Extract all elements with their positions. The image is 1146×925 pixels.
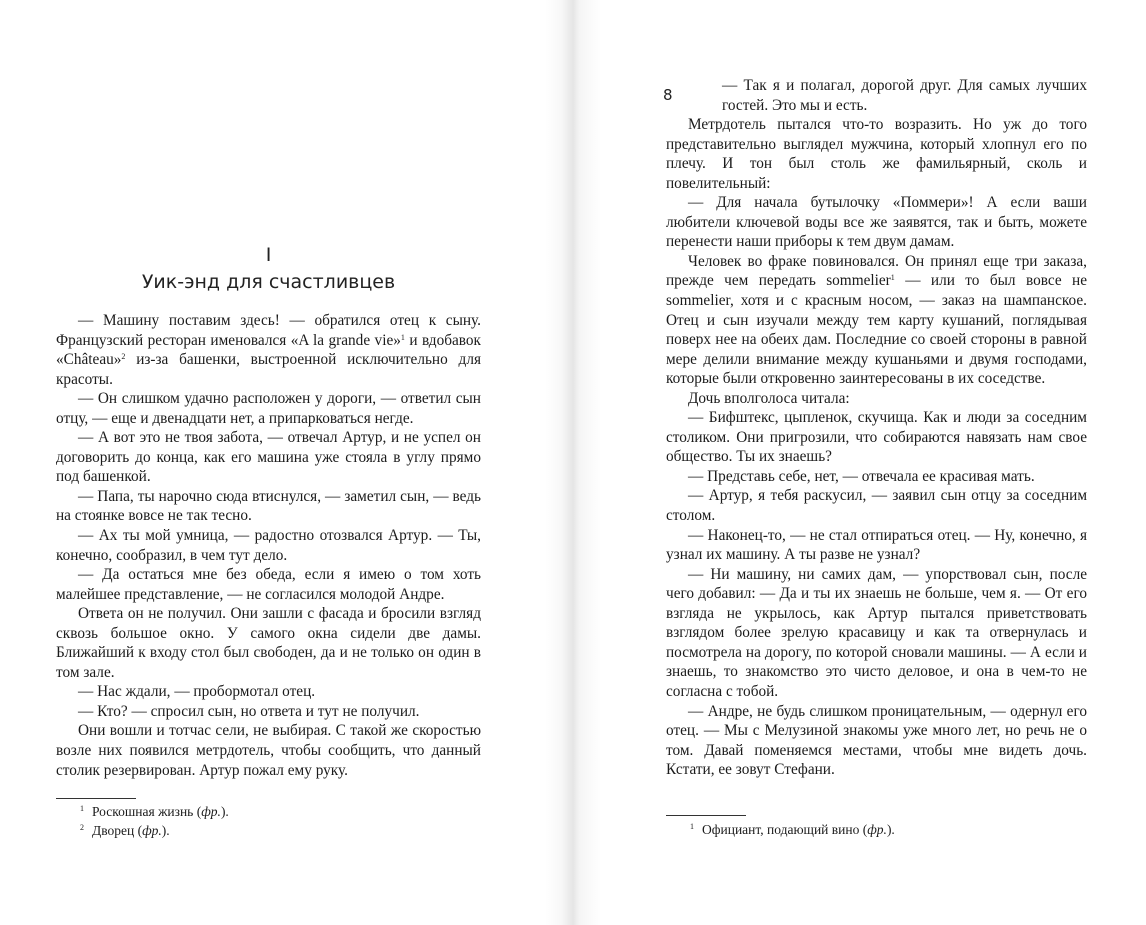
paragraph: [666, 526, 1087, 565]
right-footnotes: [690, 821, 895, 840]
footnote: [80, 803, 229, 822]
left-footnotes: [80, 803, 229, 840]
paragraph-text: — Нас ждали, — пробормотал отец.: [78, 683, 316, 701]
footnote-text: Официант, подающий вино (: [702, 822, 868, 837]
paragraph: [56, 721, 481, 780]
footnote-text: Роскошная жизнь (: [92, 804, 202, 819]
paragraph: [666, 467, 1087, 487]
paragraph: [56, 565, 481, 604]
chapter-title: Уик-энд для счастливцев: [141, 271, 396, 293]
paragraph-text: — А вот это не твоя забота, — отвечал Артур, и не успел он договорить до конца, как его машина уже стояла в углу прямо под башенкой.: [56, 429, 481, 486]
footnote-rule: [56, 798, 136, 799]
paragraph-text: — Машину поставим здесь! — обратился отец к сыну. Французский ресторан именовался «A la grande vie»: [56, 312, 481, 349]
paragraph-text: — Да остаться мне без обеда, если я имею о том хоть малейшее представление, — не согласился молодой Андре.: [56, 566, 481, 603]
page-number: 8: [663, 86, 673, 104]
footnote-number: 1: [80, 804, 84, 813]
left-page-text: [56, 311, 481, 780]
paragraph-text: — Так я и полагал, дорогой друг. Для самых лучших гостей. Это мы и есть.: [722, 77, 1087, 114]
paragraph-text: — Кто? — спросил сын, но ответа и тут не получил.: [78, 702, 420, 720]
paragraph: [666, 76, 1087, 115]
paragraph: [56, 311, 481, 389]
paragraph-text: — или то был вовсе не sommelier, хотя и с красным носом, — заказ на шампанское. Отец и сын изучали между тем карту кушаний, поглядывая поверх нее на обеих дам. Последние со своей стороны в равной мере делили внимание между кушаньями и двумя господами, которые были откровенно заинтересованы в их соседстве.: [666, 272, 1087, 388]
paragraph: [666, 389, 1087, 409]
footnote-end: ).: [161, 822, 170, 838]
paragraph-text: Человек во фраке повиновался. Он принял еще три заказа, прежде чем передать sommelier: [666, 252, 1087, 290]
paragraph-text: Дочь вполголоса читала:: [688, 389, 850, 407]
paragraph-text: — Ни машину, ни самих дам, — упорствовал сын, после чего добавил: — Да и ты их знаешь не больше, чем я. — От его взгляда не укрылось, как Артур пытался приветствовать взглядом более зрелую красавицу и как та отвернулась и посмотрела на дорогу, по которой сновали машины. — А если и знаешь, то знакомство это чисто деловое, и она в чем-то не согласна с тобой.: [666, 565, 1087, 700]
paragraph-text: — Бифштекс, цыпленок, скучища. Как и люди за соседним столиком. Они пригрозили, что собираются навязать нам свое общество. Ты их знаешь?: [666, 409, 1087, 466]
chapter-number: I: [265, 244, 272, 266]
footnote-marker: 1: [890, 273, 895, 283]
footnote-marker: 2: [121, 352, 126, 362]
paragraph: [56, 389, 481, 428]
paragraph: [56, 682, 481, 702]
paragraph-text: — Представь себе, нет, — отвечала ее красивая мать.: [688, 467, 1035, 485]
paragraph-text: Ответа он не получил. Они зашли с фасада и бросили взгляд сквозь большое окно. У самого окна сидели две дамы. Ближайший к входу стол был свободен, да и не только он один в том зале.: [56, 605, 481, 681]
paragraph-text: — Он слишком удачно расположен у дороги, — ответил сын отцу, — еще и двенадцати нет, а припарковаться негде.: [56, 390, 481, 427]
footnote: [80, 822, 229, 841]
footnote-number: 1: [690, 822, 694, 831]
paragraph: [666, 486, 1087, 525]
paragraph: [666, 115, 1087, 193]
paragraph: [666, 408, 1087, 467]
paragraph: [666, 193, 1087, 252]
paragraph: [56, 604, 481, 682]
paragraph: [56, 428, 481, 487]
paragraph-text: — Артур, я тебя раскусил, — заявил сын отцу за соседним столом.: [666, 487, 1087, 525]
paragraph: [56, 702, 481, 722]
paragraph-text: из-за башенки, выстроенной исключительно для красоты.: [56, 351, 481, 388]
paragraph: [56, 487, 481, 526]
paragraph-text: Метрдотель пытался что-то возразить. Но уж до того представительно выглядел мужчина, который хлопнул его по плечу. И тон был столь же фамильярный, сколь и повелительный:: [666, 116, 1087, 192]
footnote-rule: [666, 815, 746, 816]
paragraph-text: — Наконец-то, — не стал отпираться отец. — Ну, конечно, я узнал их машину. А ты разве не узнал?: [666, 526, 1087, 564]
paragraph: [666, 252, 1087, 389]
footnote-language: фр.: [142, 822, 162, 838]
footnote-number: 2: [80, 822, 84, 832]
footnote-end: ).: [220, 804, 229, 819]
footnote-language: фр.: [201, 804, 221, 819]
paragraph-text: Они вошли и тотчас сели, не выбирая. С такой же скоростью возле них появился метрдотель, чтобы сообщить, что данный столик резервирован. Артур пожал ему руку.: [56, 722, 481, 779]
paragraph-text: — Ах ты мой умница, — радостно отозвался Артур. — Ты, конечно, сообразил, в чем тут дело.: [56, 527, 481, 564]
footnote-marker: 1: [400, 332, 405, 342]
paragraph: [666, 702, 1087, 780]
paragraph-text: и вдобавок «Château»: [56, 331, 481, 369]
paragraph: [666, 565, 1087, 702]
footnote-text: Дворец (: [92, 822, 143, 838]
right-page-text: [666, 76, 1087, 780]
footnote-end: ).: [886, 822, 895, 837]
footnote: [690, 821, 895, 840]
paragraph-text: — Папа, ты нарочно сюда втиснулся, — заметил сын, — ведь на стоянке вовсе не так тесно.: [56, 487, 481, 525]
footnote-language: фр.: [867, 822, 887, 837]
paragraph: [56, 526, 481, 565]
paragraph-text: — Андре, не будь слишком проницательным, — одернул его отец. — Мы с Мелузиной знакомы уже много лет, но речь не о том. Давай поменяемся местами, чтобы мне видеть дочь. Кстати, ее зовут Стефани.: [666, 702, 1087, 779]
paragraph-text: — Для начала бутылочку «Поммери»! А если ваши любители ключевой воды все же заявятся, так и быть, можете перенести наши приборы к тем двум дамам.: [666, 194, 1087, 251]
